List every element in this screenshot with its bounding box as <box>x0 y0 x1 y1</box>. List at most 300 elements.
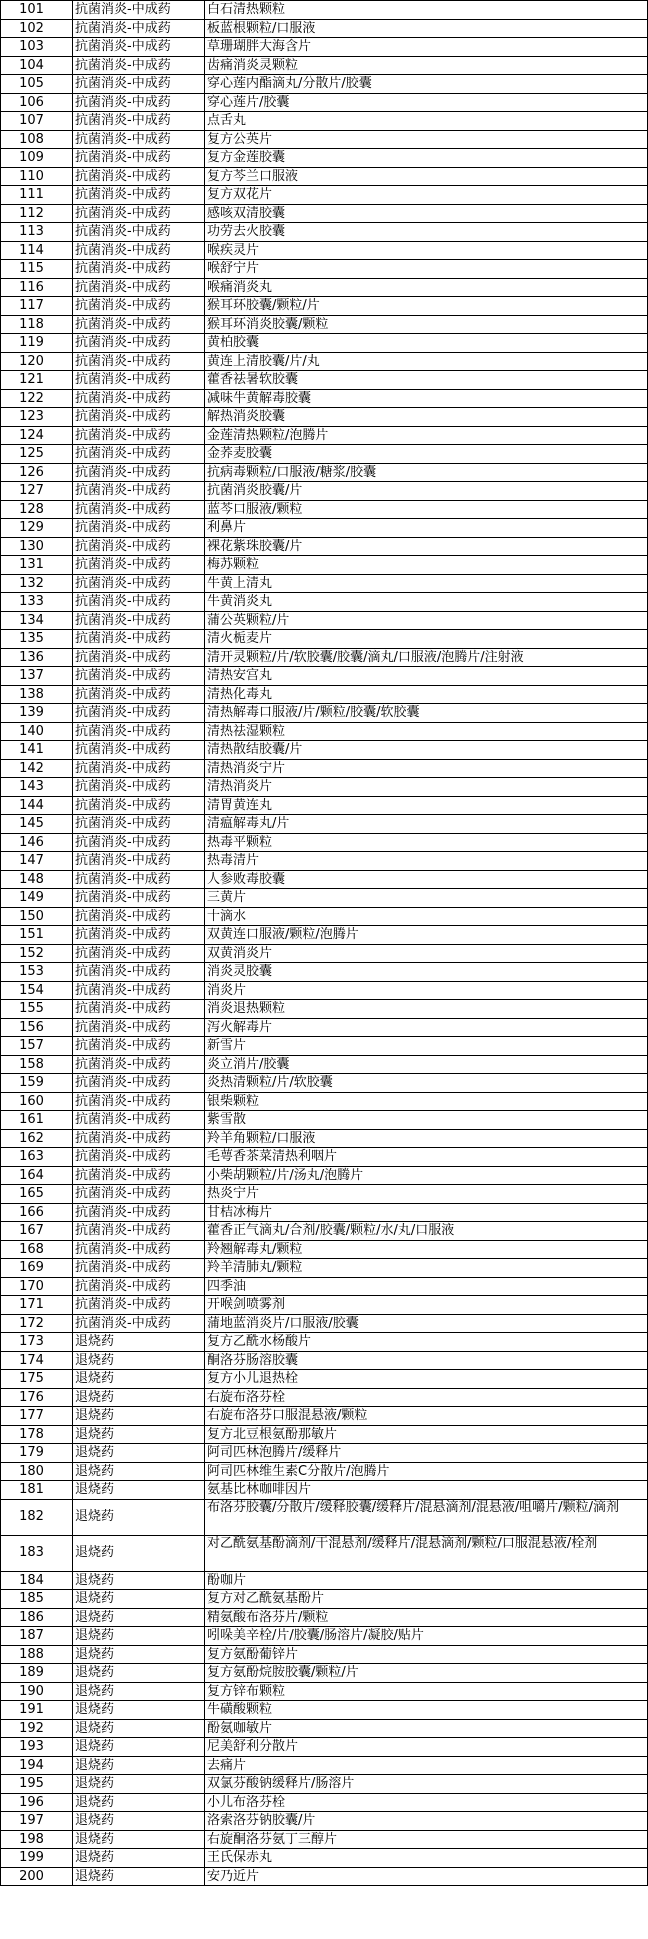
medicine-name-cell: 复方氨酚烷胺胶囊/颗粒/片 <box>205 1664 648 1683</box>
medicine-name-cell: 小柴胡颗粒/片/汤丸/泡腾片 <box>205 1166 648 1185</box>
table-row <box>1 334 648 353</box>
medicine-name-cell: 复方芩兰口服液 <box>205 167 648 186</box>
row-number-cell: 197 <box>1 1812 73 1831</box>
category-cell: 抗菌消炎-中成药 <box>73 1148 205 1167</box>
row-number-cell: 190 <box>1 1682 73 1701</box>
category-cell: 抗菌消炎-中成药 <box>73 870 205 889</box>
row-number-cell: 171 <box>1 1296 73 1315</box>
table-row <box>1 93 648 112</box>
category-cell: 退烧药 <box>73 1701 205 1720</box>
medicine-name-cell: 右旋布洛芬栓 <box>205 1388 648 1407</box>
row-number-cell: 161 <box>1 1111 73 1130</box>
medicine-name-cell: 羚翘解毒丸/颗粒 <box>205 1240 648 1259</box>
medicine-name-cell: 感咳双清胶囊 <box>205 204 648 223</box>
medicine-name-cell: 酚氨咖敏片 <box>205 1719 648 1738</box>
category-cell: 退烧药 <box>73 1444 205 1463</box>
medicine-name-cell: 小儿布洛芬栓 <box>205 1793 648 1812</box>
medicine-name-cell: 双氯芬酸钠缓释片/肠溶片 <box>205 1775 648 1794</box>
category-cell: 抗菌消炎-中成药 <box>73 334 205 353</box>
category-cell: 抗菌消炎-中成药 <box>73 1259 205 1278</box>
row-number-cell: 163 <box>1 1148 73 1167</box>
table-row <box>1 796 648 815</box>
medicine-name-cell: 吲哚美辛栓/片/胶囊/肠溶片/凝胶/贴片 <box>205 1627 648 1646</box>
row-number-cell: 134 <box>1 611 73 630</box>
category-cell: 抗菌消炎-中成药 <box>73 667 205 686</box>
medicine-name-cell: 蒲地蓝消炎片/口服液/胶囊 <box>205 1314 648 1333</box>
table-row <box>1 537 648 556</box>
category-cell: 抗菌消炎-中成药 <box>73 1222 205 1241</box>
row-number-cell: 128 <box>1 500 73 519</box>
row-number-cell: 192 <box>1 1719 73 1738</box>
row-number-cell: 127 <box>1 482 73 501</box>
table-row <box>1 833 648 852</box>
category-cell: 抗菌消炎-中成药 <box>73 56 205 75</box>
medicine-name-cell: 黄柏胶囊 <box>205 334 648 353</box>
medicine-name-cell: 抗病毒颗粒/口服液/糖浆/胶囊 <box>205 463 648 482</box>
category-cell: 退烧药 <box>73 1333 205 1352</box>
table-row <box>1 1627 648 1646</box>
medicine-name-cell: 清热安宫丸 <box>205 667 648 686</box>
row-number-cell: 137 <box>1 667 73 686</box>
medicine-name-cell: 复方锌布颗粒 <box>205 1682 648 1701</box>
category-cell: 抗菌消炎-中成药 <box>73 112 205 131</box>
table-row <box>1 1277 648 1296</box>
table-row <box>1 1037 648 1056</box>
table-row <box>1 1296 648 1315</box>
row-number-cell: 194 <box>1 1756 73 1775</box>
category-cell: 抗菌消炎-中成药 <box>73 1037 205 1056</box>
medicine-name-cell: 热毒平颗粒 <box>205 833 648 852</box>
row-number-cell: 112 <box>1 204 73 223</box>
table-row <box>1 56 648 75</box>
medicine-name-cell: 消炎片 <box>205 981 648 1000</box>
row-number-cell: 155 <box>1 1000 73 1019</box>
category-cell: 退烧药 <box>73 1849 205 1868</box>
table-row <box>1 852 648 871</box>
row-number-cell: 111 <box>1 186 73 205</box>
medicine-name-cell: 复方金莲胶囊 <box>205 149 648 168</box>
row-number-cell: 191 <box>1 1701 73 1720</box>
category-cell: 抗菌消炎-中成药 <box>73 482 205 501</box>
category-cell: 退烧药 <box>73 1407 205 1426</box>
category-cell: 抗菌消炎-中成药 <box>73 426 205 445</box>
category-cell: 抗菌消炎-中成药 <box>73 186 205 205</box>
category-cell: 退烧药 <box>73 1608 205 1627</box>
medicine-name-cell: 人参败毒胶囊 <box>205 870 648 889</box>
medicine-name-cell: 右旋布洛芬口服混悬液/颗粒 <box>205 1407 648 1426</box>
table-row <box>1 371 648 390</box>
table-row <box>1 1222 648 1241</box>
category-cell: 退烧药 <box>73 1775 205 1794</box>
medicine-name-cell: 清热消炎片 <box>205 778 648 797</box>
table-row <box>1 1129 648 1148</box>
row-number-cell: 116 <box>1 278 73 297</box>
category-cell: 抗菌消炎-中成药 <box>73 889 205 908</box>
medicine-name-cell: 炎热清颗粒/片/软胶囊 <box>205 1074 648 1093</box>
medicine-name-cell: 金荞麦胶囊 <box>205 445 648 464</box>
medicine-name-cell: 热毒清片 <box>205 852 648 871</box>
row-number-cell: 181 <box>1 1481 73 1500</box>
table-row <box>1 1018 648 1037</box>
medicine-name-cell: 消炎灵胶囊 <box>205 963 648 982</box>
table-row <box>1 704 648 723</box>
table-row <box>1 1608 648 1627</box>
category-cell: 抗菌消炎-中成药 <box>73 241 205 260</box>
row-number-cell: 119 <box>1 334 73 353</box>
category-cell: 抗菌消炎-中成药 <box>73 1 205 20</box>
table-row <box>1 241 648 260</box>
category-cell: 抗菌消炎-中成药 <box>73 574 205 593</box>
category-cell: 抗菌消炎-中成药 <box>73 704 205 723</box>
medicine-name-cell: 甘桔冰梅片 <box>205 1203 648 1222</box>
row-number-cell: 157 <box>1 1037 73 1056</box>
table-row <box>1 1203 648 1222</box>
table-row <box>1 963 648 982</box>
category-cell: 抗菌消炎-中成药 <box>73 815 205 834</box>
table-row <box>1 907 648 926</box>
row-number-cell: 182 <box>1 1499 73 1535</box>
row-number-cell: 143 <box>1 778 73 797</box>
row-number-cell: 130 <box>1 537 73 556</box>
table-row <box>1 1111 648 1130</box>
row-number-cell: 126 <box>1 463 73 482</box>
table-row <box>1 1407 648 1426</box>
medicine-name-cell: 喉疾灵片 <box>205 241 648 260</box>
category-cell: 抗菌消炎-中成药 <box>73 1000 205 1019</box>
medicine-name-cell: 清火栀麦片 <box>205 630 648 649</box>
medicine-name-cell: 三黄片 <box>205 889 648 908</box>
row-number-cell: 125 <box>1 445 73 464</box>
category-cell: 抗菌消炎-中成药 <box>73 1055 205 1074</box>
medicine-name-cell: 开喉剑喷雾剂 <box>205 1296 648 1315</box>
table-row <box>1 1314 648 1333</box>
table-row <box>1 1240 648 1259</box>
table-row <box>1 500 648 519</box>
row-number-cell: 145 <box>1 815 73 834</box>
category-cell: 抗菌消炎-中成药 <box>73 778 205 797</box>
medicine-name-cell: 牛黄消炎丸 <box>205 593 648 612</box>
category-cell: 抗菌消炎-中成药 <box>73 500 205 519</box>
table-row <box>1 1682 648 1701</box>
row-number-cell: 200 <box>1 1867 73 1886</box>
table-row <box>1 1849 648 1868</box>
row-number-cell: 187 <box>1 1627 73 1646</box>
category-cell: 抗菌消炎-中成药 <box>73 1018 205 1037</box>
table-row <box>1 482 648 501</box>
row-number-cell: 176 <box>1 1388 73 1407</box>
medicine-name-cell: 羚羊清肺丸/颗粒 <box>205 1259 648 1278</box>
table-row <box>1 778 648 797</box>
category-cell: 退烧药 <box>73 1571 205 1590</box>
category-cell: 退烧药 <box>73 1812 205 1831</box>
medicine-name-cell: 热炎宁片 <box>205 1185 648 1204</box>
table-row <box>1 1793 648 1812</box>
medicine-name-cell: 右旋酮洛芬氨丁三醇片 <box>205 1830 648 1849</box>
row-number-cell: 160 <box>1 1092 73 1111</box>
table-row <box>1 889 648 908</box>
table-row <box>1 1092 648 1111</box>
medicine-name-cell: 王氏保赤丸 <box>205 1849 648 1868</box>
row-number-cell: 148 <box>1 870 73 889</box>
row-number-cell: 167 <box>1 1222 73 1241</box>
row-number-cell: 150 <box>1 907 73 926</box>
category-cell: 退烧药 <box>73 1627 205 1646</box>
row-number-cell: 170 <box>1 1277 73 1296</box>
category-cell: 抗菌消炎-中成药 <box>73 463 205 482</box>
table-row <box>1 1481 648 1500</box>
row-number-cell: 121 <box>1 371 73 390</box>
table-row <box>1 352 648 371</box>
table-row <box>1 19 648 38</box>
category-cell: 抗菌消炎-中成药 <box>73 315 205 334</box>
row-number-cell: 136 <box>1 648 73 667</box>
medicine-name-cell: 四季油 <box>205 1277 648 1296</box>
table-row <box>1 759 648 778</box>
table-row <box>1 1259 648 1278</box>
category-cell: 抗菌消炎-中成药 <box>73 556 205 575</box>
table-row <box>1 1000 648 1019</box>
medicine-name-cell: 利鼻片 <box>205 519 648 538</box>
category-cell: 抗菌消炎-中成药 <box>73 796 205 815</box>
medicine-name-cell: 清热祛湿颗粒 <box>205 722 648 741</box>
table-row <box>1 1444 648 1463</box>
medicine-name-cell: 阿司匹林泡腾片/缓释片 <box>205 1444 648 1463</box>
table-row <box>1 1148 648 1167</box>
row-number-cell: 199 <box>1 1849 73 1868</box>
category-cell: 抗菌消炎-中成药 <box>73 223 205 242</box>
medicine-name-cell: 泻火解毒片 <box>205 1018 648 1037</box>
row-number-cell: 132 <box>1 574 73 593</box>
category-cell: 抗菌消炎-中成药 <box>73 389 205 408</box>
category-cell: 抗菌消炎-中成药 <box>73 1277 205 1296</box>
category-cell: 抗菌消炎-中成药 <box>73 260 205 279</box>
row-number-cell: 168 <box>1 1240 73 1259</box>
row-number-cell: 131 <box>1 556 73 575</box>
table-row <box>1 630 648 649</box>
medicine-name-cell: 板蓝根颗粒/口服液 <box>205 19 648 38</box>
category-cell: 抗菌消炎-中成药 <box>73 1129 205 1148</box>
medicine-name-cell: 复方乙酰水杨酸片 <box>205 1333 648 1352</box>
table-row <box>1 315 648 334</box>
medicine-name-cell: 清热散结胶囊/片 <box>205 741 648 760</box>
row-number-cell: 101 <box>1 1 73 20</box>
row-number-cell: 152 <box>1 944 73 963</box>
category-cell: 退烧药 <box>73 1370 205 1389</box>
medicine-name-cell: 酮洛芬肠溶胶囊 <box>205 1351 648 1370</box>
table-row <box>1 1499 648 1535</box>
table-row <box>1 1535 648 1571</box>
medicine-name-cell: 布洛芬胶囊/分散片/缓释胶囊/缓释片/混悬滴剂/混悬液/咀嚼片/颗粒/滴剂 <box>205 1499 648 1535</box>
table-row <box>1 1645 648 1664</box>
medicine-name-cell: 功劳去火胶囊 <box>205 223 648 242</box>
category-cell: 抗菌消炎-中成药 <box>73 297 205 316</box>
row-number-cell: 147 <box>1 852 73 871</box>
row-number-cell: 118 <box>1 315 73 334</box>
row-number-cell: 158 <box>1 1055 73 1074</box>
row-number-cell: 169 <box>1 1259 73 1278</box>
table-row <box>1 1055 648 1074</box>
medicine-name-cell: 藿香祛暑软胶囊 <box>205 371 648 390</box>
category-cell: 抗菌消炎-中成药 <box>73 38 205 57</box>
row-number-cell: 154 <box>1 981 73 1000</box>
row-number-cell: 106 <box>1 93 73 112</box>
medicine-name-cell: 复方氨酚葡锌片 <box>205 1645 648 1664</box>
medicine-name-cell: 消炎退热颗粒 <box>205 1000 648 1019</box>
medicine-name-cell: 穿心莲片/胶囊 <box>205 93 648 112</box>
table-row <box>1 870 648 889</box>
medicine-name-cell: 蓝芩口服液/颗粒 <box>205 500 648 519</box>
category-cell: 退烧药 <box>73 1351 205 1370</box>
row-number-cell: 102 <box>1 19 73 38</box>
table-row <box>1 1756 648 1775</box>
category-cell: 抗菌消炎-中成药 <box>73 1074 205 1093</box>
category-cell: 抗菌消炎-中成药 <box>73 352 205 371</box>
row-number-cell: 175 <box>1 1370 73 1389</box>
table-row <box>1 445 648 464</box>
category-cell: 退烧药 <box>73 1756 205 1775</box>
medicine-name-cell: 复方公英片 <box>205 130 648 149</box>
medicine-name-cell: 黄连上清胶囊/片/丸 <box>205 352 648 371</box>
category-cell: 抗菌消炎-中成药 <box>73 1185 205 1204</box>
category-cell: 抗菌消炎-中成药 <box>73 1111 205 1130</box>
table-row <box>1 278 648 297</box>
row-number-cell: 140 <box>1 722 73 741</box>
table-row <box>1 1830 648 1849</box>
table-row <box>1 1425 648 1444</box>
medicine-name-cell: 金莲清热颗粒/泡腾片 <box>205 426 648 445</box>
category-cell: 抗菌消炎-中成药 <box>73 130 205 149</box>
category-cell: 抗菌消炎-中成药 <box>73 593 205 612</box>
category-cell: 抗菌消炎-中成药 <box>73 1203 205 1222</box>
medicine-name-cell: 复方小儿退热栓 <box>205 1370 648 1389</box>
table-row <box>1 611 648 630</box>
category-cell: 抗菌消炎-中成药 <box>73 371 205 390</box>
row-number-cell: 153 <box>1 963 73 982</box>
row-number-cell: 146 <box>1 833 73 852</box>
row-number-cell: 178 <box>1 1425 73 1444</box>
table-row <box>1 389 648 408</box>
medicine-name-cell: 酚咖片 <box>205 1571 648 1590</box>
category-cell: 退烧药 <box>73 1738 205 1757</box>
row-number-cell: 196 <box>1 1793 73 1812</box>
category-cell: 抗菌消炎-中成药 <box>73 741 205 760</box>
row-number-cell: 173 <box>1 1333 73 1352</box>
category-cell: 抗菌消炎-中成药 <box>73 519 205 538</box>
category-cell: 抗菌消炎-中成药 <box>73 963 205 982</box>
table-row <box>1 112 648 131</box>
medicine-name-cell: 复方北豆根氨酚那敏片 <box>205 1425 648 1444</box>
table-row <box>1 167 648 186</box>
row-number-cell: 162 <box>1 1129 73 1148</box>
row-number-cell: 177 <box>1 1407 73 1426</box>
category-cell: 抗菌消炎-中成药 <box>73 537 205 556</box>
row-number-cell: 198 <box>1 1830 73 1849</box>
table-row <box>1 1738 648 1757</box>
table-row <box>1 722 648 741</box>
row-number-cell: 142 <box>1 759 73 778</box>
category-cell: 退烧药 <box>73 1664 205 1683</box>
row-number-cell: 108 <box>1 130 73 149</box>
category-cell: 抗菌消炎-中成药 <box>73 1092 205 1111</box>
row-number-cell: 129 <box>1 519 73 538</box>
row-number-cell: 115 <box>1 260 73 279</box>
table-row <box>1 593 648 612</box>
medicine-name-cell: 紫雪散 <box>205 1111 648 1130</box>
table-row <box>1 1074 648 1093</box>
medicine-name-cell: 清热消炎宁片 <box>205 759 648 778</box>
row-number-cell: 109 <box>1 149 73 168</box>
category-cell: 退烧药 <box>73 1590 205 1609</box>
row-number-cell: 133 <box>1 593 73 612</box>
table-row <box>1 1370 648 1389</box>
medicine-name-cell: 对乙酰氨基酚滴剂/干混悬剂/缓释片/混悬滴剂/颗粒/口服混悬液/栓剂 <box>205 1535 648 1571</box>
medicine-name-cell: 双黄消炎片 <box>205 944 648 963</box>
table-row <box>1 223 648 242</box>
row-number-cell: 151 <box>1 926 73 945</box>
medicine-name-cell: 抗菌消炎胶囊/片 <box>205 482 648 501</box>
row-number-cell: 186 <box>1 1608 73 1627</box>
table-row <box>1 685 648 704</box>
row-number-cell: 122 <box>1 389 73 408</box>
category-cell: 抗菌消炎-中成药 <box>73 759 205 778</box>
medicine-name-cell: 清瘟解毒丸/片 <box>205 815 648 834</box>
table-row <box>1 1 648 20</box>
category-cell: 抗菌消炎-中成药 <box>73 685 205 704</box>
row-number-cell: 166 <box>1 1203 73 1222</box>
row-number-cell: 164 <box>1 1166 73 1185</box>
category-cell: 退烧药 <box>73 1425 205 1444</box>
category-cell: 抗菌消炎-中成药 <box>73 630 205 649</box>
row-number-cell: 135 <box>1 630 73 649</box>
table-row <box>1 556 648 575</box>
medicine-name-cell: 减味牛黄解毒胶囊 <box>205 389 648 408</box>
medicine-name-cell: 尼美舒利分散片 <box>205 1738 648 1757</box>
table-row <box>1 981 648 1000</box>
category-cell: 抗菌消炎-中成药 <box>73 981 205 1000</box>
table-row <box>1 297 648 316</box>
row-number-cell: 179 <box>1 1444 73 1463</box>
table-row <box>1 1812 648 1831</box>
table-row <box>1 1867 648 1886</box>
table-row <box>1 648 648 667</box>
table-row <box>1 1775 648 1794</box>
category-cell: 退烧药 <box>73 1499 205 1535</box>
row-number-cell: 189 <box>1 1664 73 1683</box>
medicine-name-cell: 双黄连口服液/颗粒/泡腾片 <box>205 926 648 945</box>
table-row <box>1 926 648 945</box>
table-row <box>1 1701 648 1720</box>
category-cell: 抗菌消炎-中成药 <box>73 1296 205 1315</box>
table-row <box>1 519 648 538</box>
category-cell: 退烧药 <box>73 1682 205 1701</box>
medicine-name-cell: 复方双花片 <box>205 186 648 205</box>
category-cell: 退烧药 <box>73 1645 205 1664</box>
medicine-name-cell: 十滴水 <box>205 907 648 926</box>
table-row <box>1 130 648 149</box>
category-cell: 抗菌消炎-中成药 <box>73 852 205 871</box>
row-number-cell: 174 <box>1 1351 73 1370</box>
row-number-cell: 114 <box>1 241 73 260</box>
table-body <box>1 1 648 1886</box>
table-row <box>1 574 648 593</box>
row-number-cell: 156 <box>1 1018 73 1037</box>
category-cell: 退烧药 <box>73 1867 205 1886</box>
medicine-name-cell: 裸花紫珠胶囊/片 <box>205 537 648 556</box>
row-number-cell: 195 <box>1 1775 73 1794</box>
row-number-cell: 185 <box>1 1590 73 1609</box>
category-cell: 退烧药 <box>73 1388 205 1407</box>
medicine-name-cell: 梅苏颗粒 <box>205 556 648 575</box>
